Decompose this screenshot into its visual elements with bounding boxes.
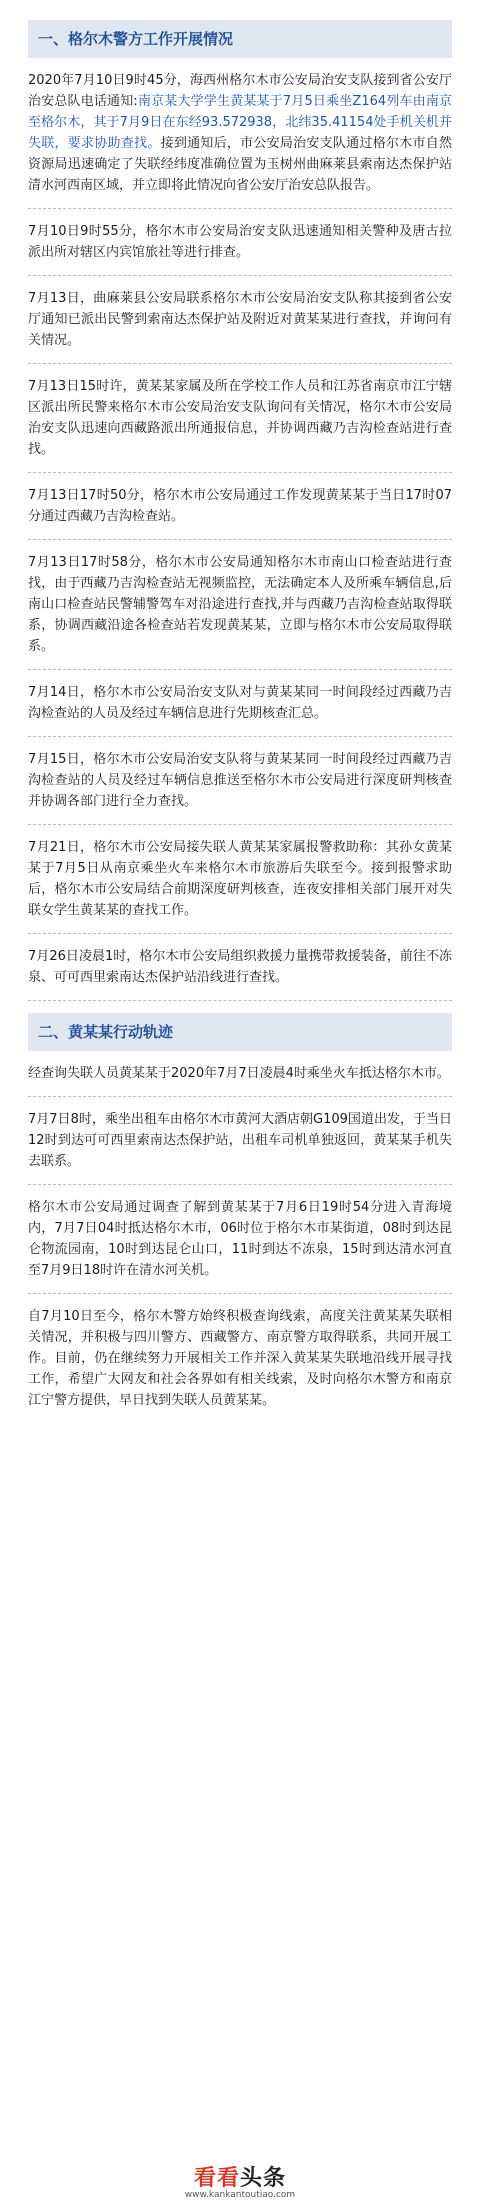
divider: [28, 1096, 452, 1097]
divider: [28, 275, 452, 276]
paragraph-0714: 7月14日，格尔木市公安局治安支队对与黄某某同一时间段经过西藏乃吉沟检查站的人员及经过车辆信息进行先期核查汇总。: [28, 685, 452, 721]
divider: [28, 824, 452, 825]
divider: [28, 736, 452, 737]
paragraph-text: 接到通知后，市公安局治安支队通过格尔木市自然资源局迅速确定了失联经纬度准确位置为玉树州曲麻莱县索南达杰保护站清水河西南区域，并立即将此情况向省公安厅治安总队报告。: [28, 136, 452, 193]
section-heading-trajectory: 二、黄某某行动轨迹: [28, 1013, 452, 1051]
divider: [28, 363, 452, 364]
divider: [28, 933, 452, 934]
paragraph-0710: 7月10日9时55分，格尔木市公安局治安支队迅速通知相关警种及唐古拉派出所对辖区内宾馆旅社等进行排查。: [28, 224, 452, 260]
paragraph-route: 格尔木市公安局通过调查了解到黄某某于7月6日19时54分进入青海境内，7月7日04时抵达格尔木市，06时位于格尔木市某街道，08时到达昆仑物流园南，10时到达昆仑山口，11时到达不冻泉，15时到达清水河直至7月9日18时许在清水河关机。: [28, 1200, 452, 1278]
section-heading-police-work: 一、格尔木警方工作开展情况: [28, 20, 452, 58]
paragraph-initial-report: [28, 70, 452, 196]
divider: [28, 1293, 452, 1294]
paragraph-appeal: 自7月10日至今，格尔木警方始终积极查询线索，高度关注黄某某失联相关情况，并积极与四川警方、西藏警方、南京警方取得联系，共同开展工作。目前，仍在继续努力开展相关工作并深入黄某某失联地沿线开展寻找工作，希望广大网友和社会各界如有相关线索，及时向格尔木警方和南京江宁警方提供，早日找到失联人员黄某某。: [28, 1309, 452, 1408]
watermark-logo: 看看头条: [193, 2166, 287, 2191]
paragraph-arrival: 经查询失联人员黄某某于2020年7月7日凌晨4时乘坐火车抵达格尔木市。: [28, 1066, 450, 1081]
divider: [28, 1000, 452, 1001]
divider: [28, 669, 452, 670]
watermark-url: www.kankantoutiao.com: [184, 2190, 296, 2200]
watermark: [0, 2159, 480, 2207]
paragraph-0713-qumalai: 7月13日，曲麻莱县公安局联系格尔木市公安局治安支队称其接到省公安厅通知已派出民警到索南达杰保护站及附近对黄某某进行查找，并询问有关情况。: [28, 291, 452, 348]
divider: [28, 472, 452, 473]
divider: [28, 208, 452, 209]
paragraph-0713-checkpoint: 7月13日17时50分，格尔木市公安局通过工作发现黄某某于当日17时07分通过西藏乃吉沟检查站。: [28, 488, 452, 524]
paragraph-0726: 7月26日凌晨1时，格尔木市公安局组织救援力量携带救援装备，前往不冻泉、可可西里索南达杰保护站沿线进行查找。: [28, 949, 452, 985]
highlighted-text: 南京某大学学生黄某某于7月5日乘坐Z164列车由南京至格尔木，其于7月9日在东经93.572938，北纬35.41154处手机关机并失联，要求协助查找。: [28, 94, 452, 151]
divider: [28, 1184, 452, 1185]
paragraph-0713-search: 7月13日17时58分，格尔木市公安局通知格尔木市南山口检查站进行查找，由于西藏乃吉沟检查站无视频监控，无法确定本人及所乘车辆信息,后南山口检查站民警辅警驾车对沿途进行查找,并与西藏乃吉沟检查站取得联系，协调西藏沿途各检查站若发现黄某某，立即与格尔木市公安局取得联系。: [28, 555, 452, 654]
paragraph-taxi: 7月7日8时，乘坐出租车由格尔木市黄河大酒店朝G109国道出发，于当日12时到达可可西里索南达杰保护站，出租车司机单独返回，黄某某手机失去联系。: [28, 1112, 452, 1169]
paragraph-text: 2020年7月10日9时45分，海西州格尔木市公安局治安支队接到省公安厅治安总队电话通知:: [28, 73, 452, 109]
paragraph-0721: 7月21日，格尔木市公安局接失联人黄某某家属报警救助称：其孙女黄某某于7月5日从南京乘坐火车来格尔木市旅游后失联至今。接到报警求助后，格尔木市公安局结合前期深度研判核查，连夜安排相关部门展开对失联女学生黄某某的查找工作。: [28, 840, 452, 918]
paragraph-0715: 7月15日，格尔木市公安局治安支队将与黄某某同一时间段经过西藏乃吉沟检查站的人员及经过车辆信息推送至格尔木市公安局进行深度研判核查并协调各部门进行全力查找。: [28, 752, 452, 809]
divider: [28, 539, 452, 540]
paragraph-0713-family: 7月13日15时许，黄某某家属及所在学校工作人员和江苏省南京市江宁辖区派出所民警来格尔木市公安局治安支队询问有关情况，格尔木市公安局治安支队迅速向西藏路派出所通报信息，并协调西藏乃吉沟检查站进行查找。: [28, 379, 452, 457]
